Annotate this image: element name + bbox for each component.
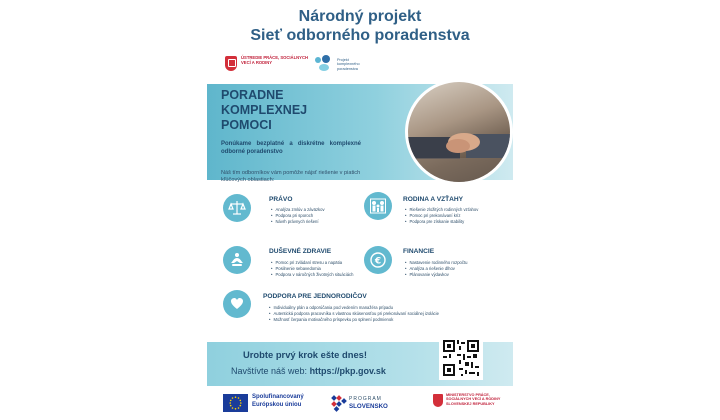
website-link[interactable]: https://pkp.gov.sk	[309, 366, 386, 376]
slovak-coat-of-arms-icon	[225, 56, 237, 71]
section-list-jednorodicia	[269, 305, 439, 323]
list-item: • Plánovanie výdavkov	[405, 272, 467, 278]
cta-web	[231, 366, 386, 376]
upsvr-logo-text: ÚSTREDIE PRÁCE, SOCIÁLNYCH VECÍ A RODINY	[241, 55, 309, 65]
list-item: • Pomoc pri zvládaní stresu a napätia	[271, 260, 353, 266]
list-item: • Podpora pre získanie stability	[405, 219, 478, 225]
ministry-logo-text: MINISTERSTVO PRÁCE, SOCIÁLNYCH VECÍ A RODINY SLOVENSKEJ REPUBLIKY	[446, 393, 501, 406]
top-logos	[221, 54, 501, 78]
hero-title-line: PORADNE	[221, 88, 284, 102]
section-list-zdravie	[271, 260, 353, 278]
section-list-rodina	[405, 207, 478, 225]
svg-text:€: €	[374, 256, 382, 267]
section-title-pravo: PRÁVO	[269, 196, 293, 203]
section-title-financie: FINANCIE	[403, 248, 435, 255]
cta-web-label: Navštívte náš web:	[231, 366, 308, 376]
euro-icon	[364, 246, 392, 274]
handshake-photo	[405, 79, 513, 185]
hero-title	[221, 88, 307, 133]
section-list-pravo	[271, 207, 325, 225]
hero-title-line: POMOCI	[221, 118, 272, 132]
list-item: • Individuálny plán a odporúčania pod vedením manažéra prípadu	[269, 305, 439, 311]
family-icon	[364, 192, 392, 220]
list-item: • Riešenie zložitých rodinných vzťahov	[405, 207, 478, 213]
heart-hand-icon	[223, 290, 251, 318]
program-name: SLOVENSKO	[349, 403, 388, 410]
section-title-rodina: RODINA A VZŤAHY	[403, 196, 464, 203]
eu-flag-icon	[223, 394, 248, 412]
cta-heading: Urobte prvý krok ešte dnes!	[243, 349, 367, 360]
list-item: • Posilnenie sebavedomia	[271, 266, 353, 272]
list-item: • Podpora pri sporoch	[271, 213, 325, 219]
section-title-zdravie: DUŠEVNÉ ZDRAVIE	[269, 248, 332, 255]
program-slovensko-icon	[331, 394, 347, 412]
program-slovensko-text	[349, 396, 388, 410]
ministry-coat-of-arms-icon	[433, 394, 443, 407]
list-item: • Návrh právnych riešení	[271, 219, 325, 225]
hero-subtitle: Ponúkame bezplatné a diskrétne komplexné odborné poradenstvo	[221, 141, 361, 155]
list-item: • Nastavenie rodinného rozpočtu	[405, 260, 467, 266]
footer-logos	[207, 390, 513, 420]
hero-intro: Náš tím odborníkov vám pomôže nájsť riešenie v piatich kľúčových oblastiach:	[221, 170, 361, 184]
poster	[207, 0, 513, 420]
list-item: • Autentická podpora pracovníka s vlastnou skúsenosťou pri prekonávaní sociálnej izolácie	[269, 311, 439, 317]
qr-code-icon[interactable]	[439, 336, 483, 380]
section-title-jednorodicia: PODPORA PRE JEDNORODIČOV	[263, 293, 367, 300]
pkp-logo-text: Projekt komplexného poradenstva	[337, 58, 360, 71]
hero-title-line: KOMPLEXNEJ	[221, 103, 308, 117]
program-label: PROGRAM	[349, 396, 382, 402]
list-item: • Analýza a riešenie dlhov	[405, 266, 467, 272]
list-item: • Podpora v náročných životných situáciách	[271, 272, 353, 278]
page-subtitle: Sieť odborného poradenstva	[250, 27, 470, 44]
page-title: Národný projekt	[298, 8, 422, 25]
meditation-icon	[223, 246, 251, 274]
list-item: • Analýza zmlúv a záväzkov	[271, 207, 325, 213]
list-item: • Pomoc pri prekonávaní kríz	[405, 213, 478, 219]
section-list-financie	[405, 260, 467, 278]
eu-cofinanced-text: Spolufinancovaný Európskou úniou	[252, 394, 304, 408]
list-item: • Možnosť čerpania motivačného príspevku po splnení podmienok	[269, 317, 439, 323]
scales-icon	[223, 194, 251, 222]
pkp-logo-icon	[313, 54, 335, 74]
